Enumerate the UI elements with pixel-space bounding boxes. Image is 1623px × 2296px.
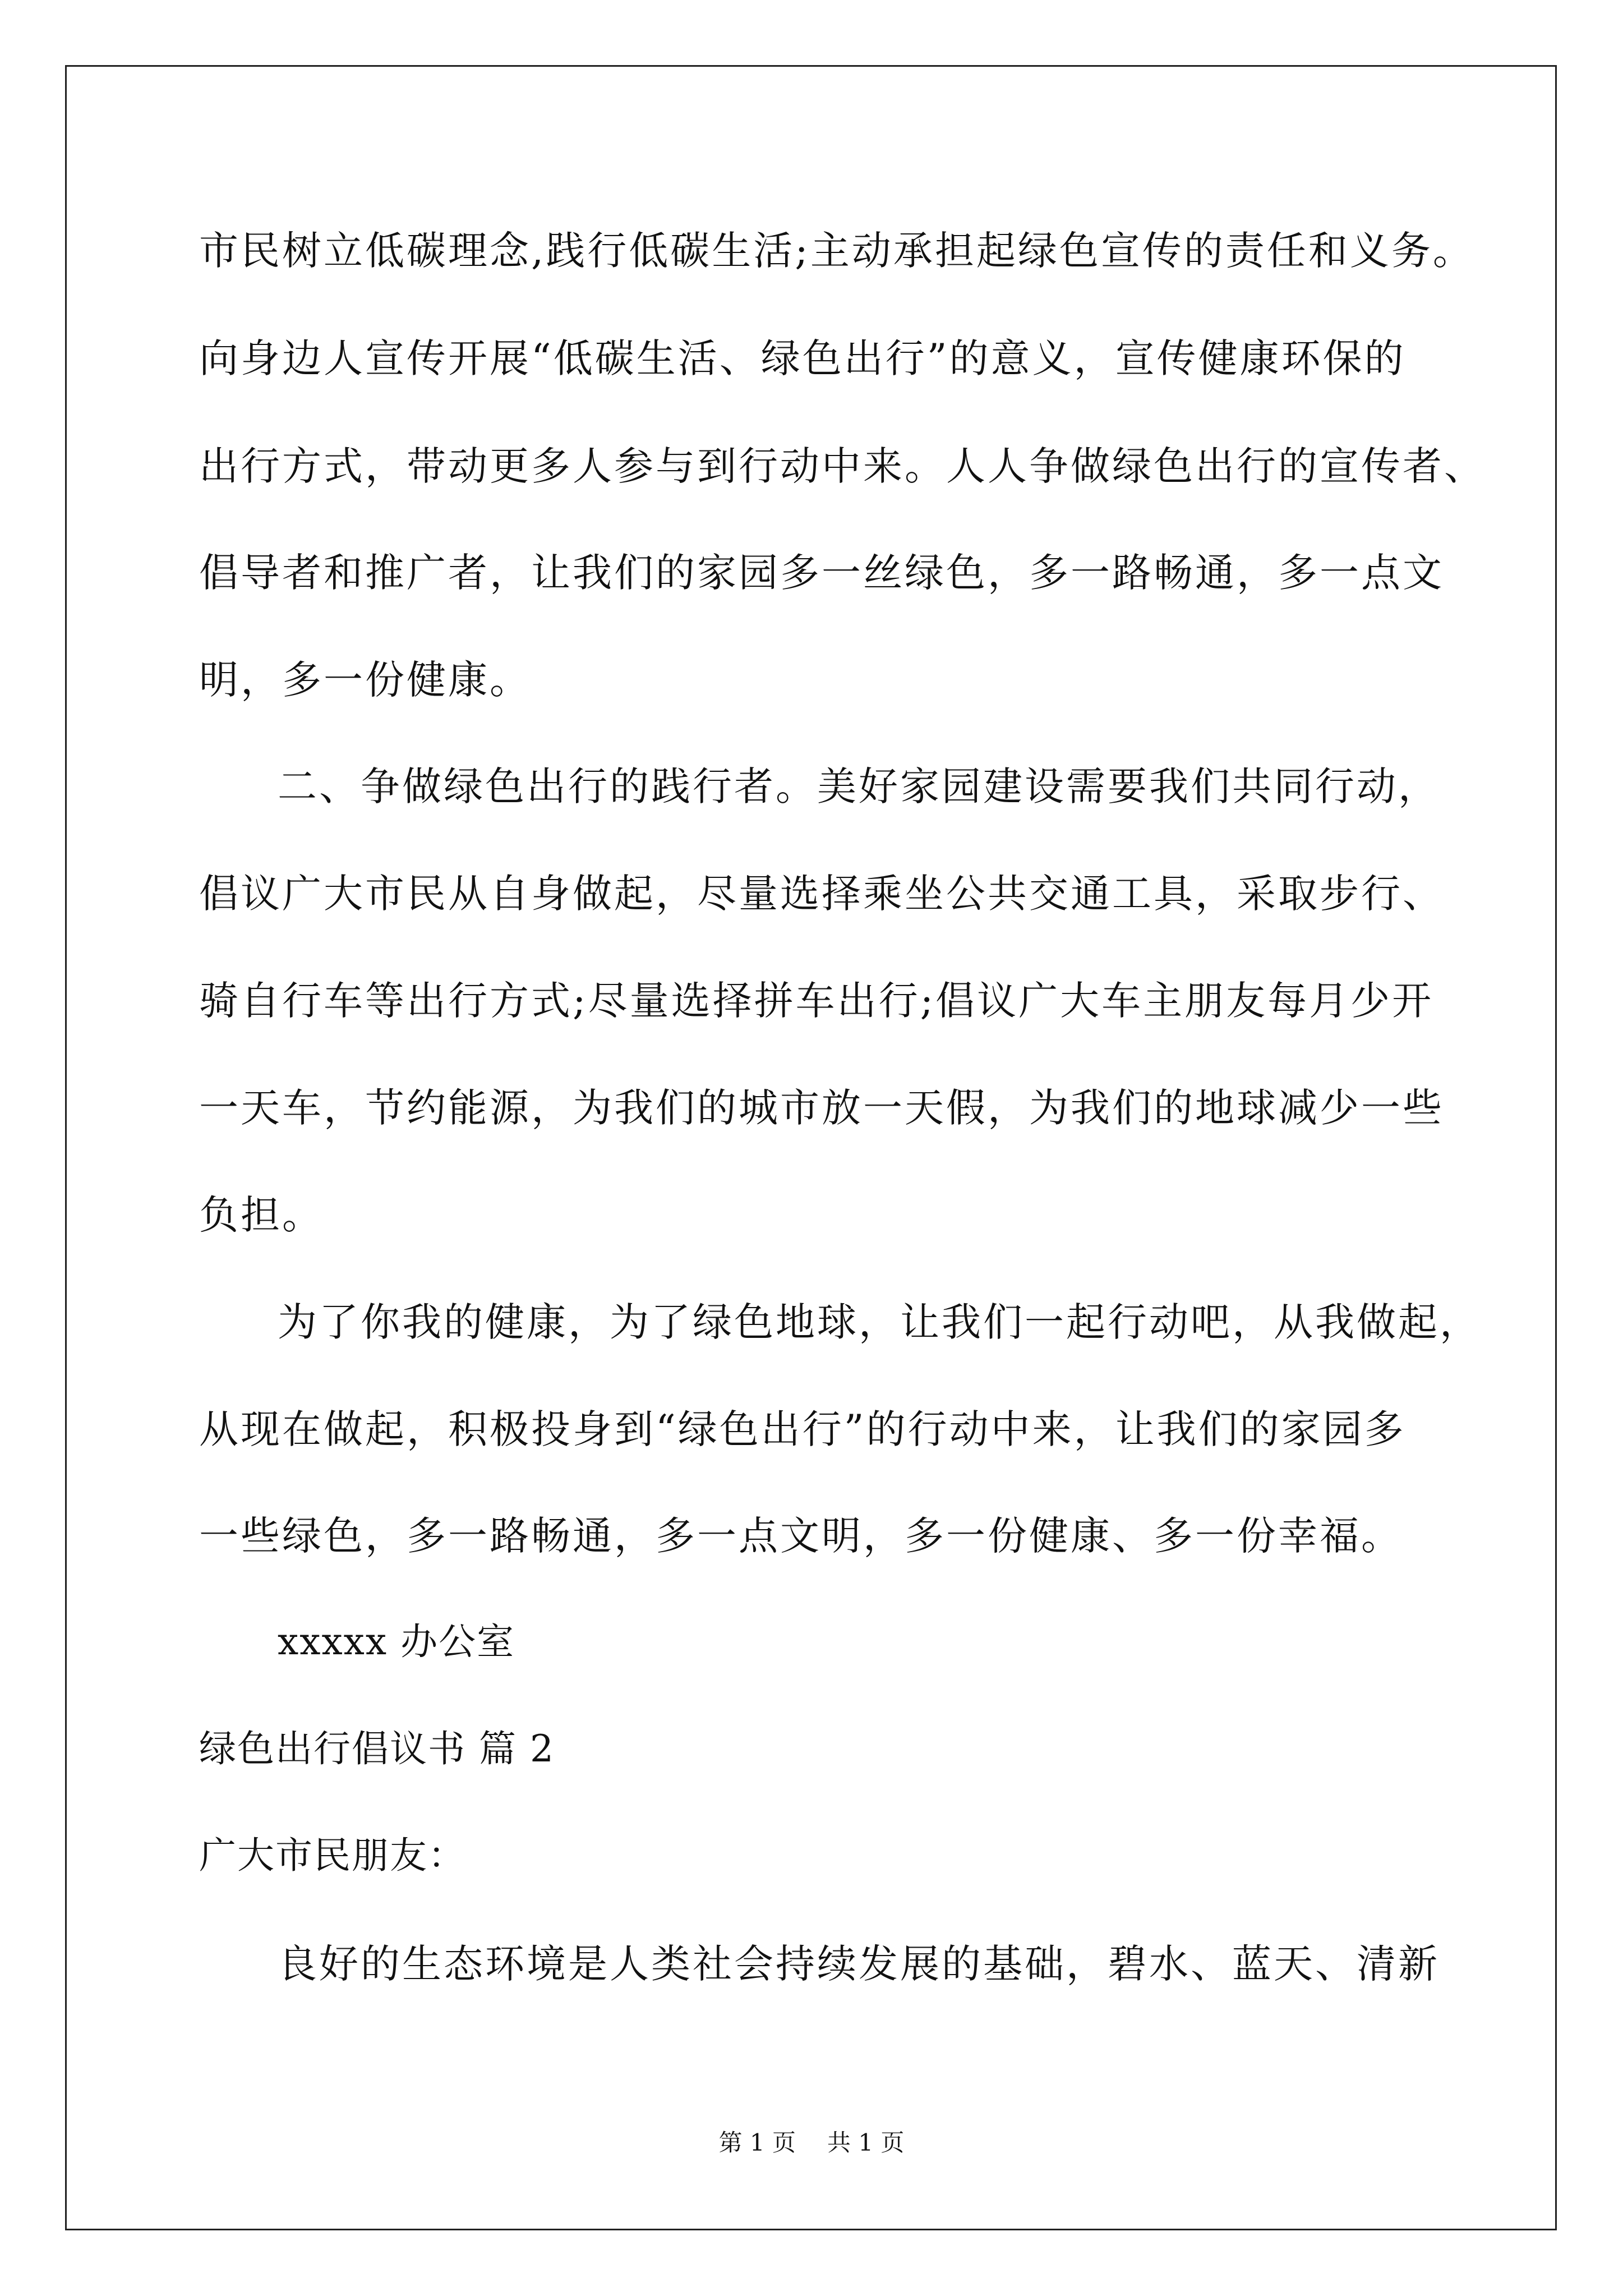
page-total: 共 1 页: [827, 2129, 905, 2156]
text-line: 向身边人宣传开展“低碳生活、绿色出行”的意义，宣传健康环保的: [199, 335, 1406, 381]
text-line: 市民树立低碳理念,践行低碳生活;主动承担起绿色宣传的责任和义务。: [199, 228, 1474, 274]
section-title: 绿色出行倡议书 篇 2: [199, 1727, 555, 1770]
text-line: 骑自行车等出行方式;尽量选择拼车出行;倡议广大车主朋友每月少开: [199, 978, 1434, 1024]
text-line: 一些绿色，多一路畅通，多一点文明，多一份健康、多一份幸福。: [199, 1513, 1403, 1559]
salutation: 广大市民朋友：: [199, 1834, 466, 1877]
text-line: 负担。: [199, 1192, 324, 1238]
text-line: 明，多一份健康。: [199, 657, 531, 703]
paragraph-start: 为了你我的健康，为了绿色地球，让我们一起行动吧，从我做起，: [278, 1299, 1481, 1345]
paragraph-start: 良好的生态环境是人类社会持续发展的基础，碧水、蓝天、清新: [278, 1941, 1440, 1987]
signature: xxxxx 办公室: [278, 1620, 515, 1663]
text-line: 倡议广大市民从自身做起，尽量选择乘坐公共交通工具，采取步行、: [199, 871, 1444, 917]
page-footer: [0, 2124, 1623, 2158]
text-line: 倡导者和推广者，让我们的家园多一丝绿色，多一路畅通，多一点文: [199, 550, 1444, 596]
paragraph-start: 二、争做绿色出行的践行者。美好家园建设需要我们共同行动，: [278, 763, 1440, 809]
text-line: 出行方式，带动更多人参与到行动中来。人人争做绿色出行的宣传者、: [199, 443, 1486, 489]
page-border: [65, 65, 1557, 2230]
text-line: 一天车，节约能源，为我们的城市放一天假，为我们的地球减少一些: [199, 1085, 1444, 1131]
page-number: 第 1 页: [718, 2129, 796, 2156]
text-line: 从现在做起，积极投身到“绿色出行”的行动中来，让我们的家园多: [199, 1406, 1406, 1452]
